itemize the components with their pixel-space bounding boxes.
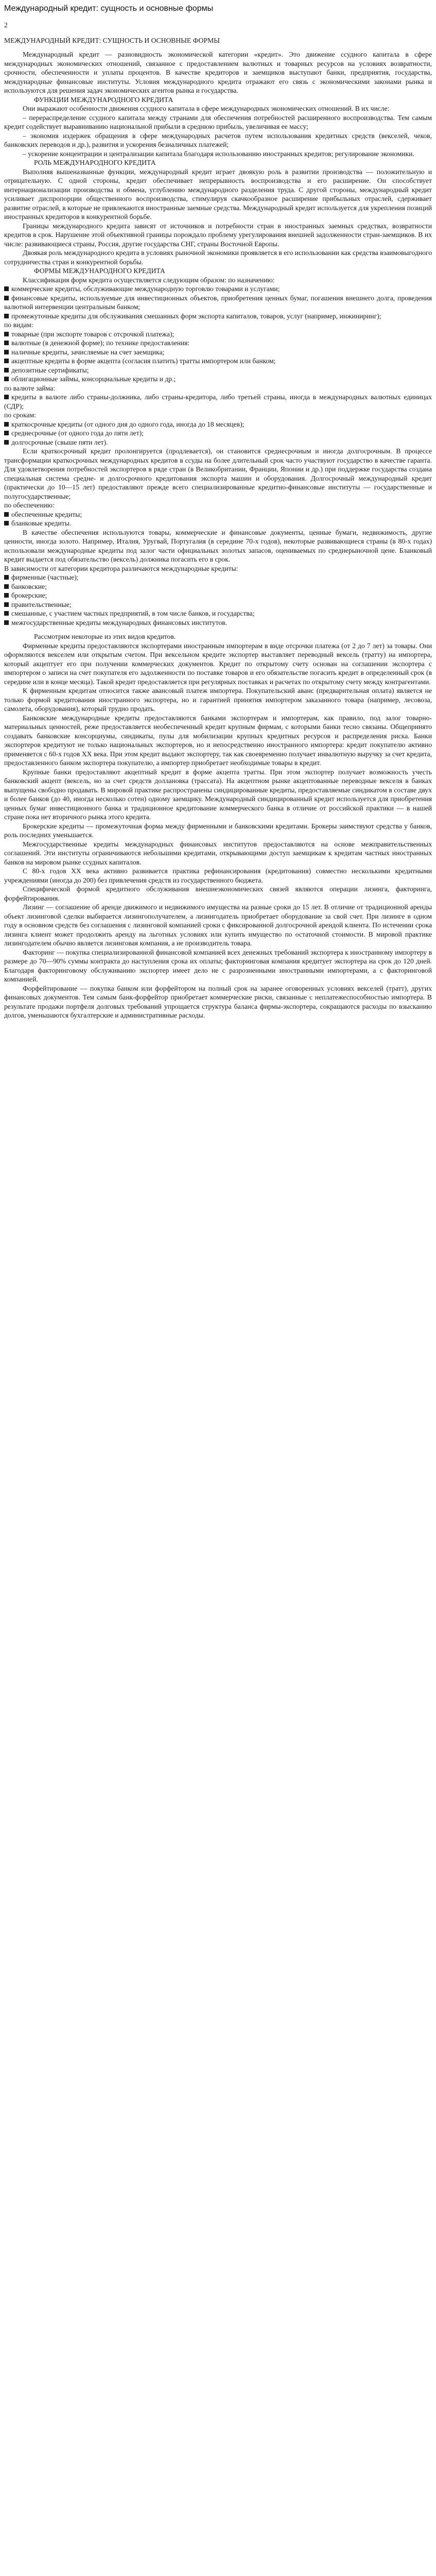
list-item: [4, 366, 432, 375]
list-item: [4, 429, 432, 438]
paragraph: С 80-х годов XX века активно развивается практика рефинансирования (кредитования) совместно несколькими кредитными учреждениями (иногда до 200) без привлечения средств из государственного бюджета.: [4, 867, 432, 884]
spacer: [4, 627, 432, 632]
list-item-text: облигационные займы, консорциальные кредиты и др.;: [11, 375, 176, 383]
list-item-text: смешанные, с участием частных предприятий, в том числе банков, и государства;: [11, 609, 255, 617]
document-title: Международный кредит: сущность и основные формы: [4, 4, 214, 13]
square-bullet-icon: [4, 296, 9, 300]
list-item: [4, 312, 432, 321]
list-item-text: промежуточные кредиты для обслуживания смешанных форм экспорта капиталов, товаров, услуг (например, инжиниринг);: [11, 312, 381, 320]
list-intro: по видам:: [4, 321, 33, 329]
paragraph: В качестве обеспечения используются товары, коммерческие и финансовые документы, ценные бумаги, недвижимость, другие ценности, иногда золото. Например, Италия, Уругвай, Португалия (в середине 70-х годов), некоторые развивающиеся страны (в 80-х годах) использовали международные кредиты под залог части официальных золотых запасов, оцениваемых по среднерыночной цене. Бланковый кредит выдается под обязательство (вексель) должника погасить его в срок.: [4, 528, 432, 563]
list-item: [4, 420, 432, 429]
square-bullet-icon: [4, 512, 9, 517]
page-number: 2: [4, 21, 8, 29]
list-item-text: коммерческие кредиты, обслуживающие международную торговлю товарами и услугами;: [11, 285, 280, 293]
square-bullet-icon: [4, 341, 9, 345]
square-bullet-icon: [4, 521, 9, 526]
square-bullet-icon: [4, 422, 9, 427]
list-intro: по валюте займа:: [4, 384, 55, 392]
list-item-text: правительственные;: [11, 600, 72, 608]
paragraph: – перераспределение ссудного капитала между странами для обеспечения потребностей расширенного воспроизводства. Тем самым кредит содействует выравниванию национальной прибыли в среднюю прибыль, увеличивая ее массу;: [4, 113, 432, 130]
list-intro: по срокам:: [4, 411, 36, 419]
square-bullet-icon: [4, 395, 9, 399]
list-item: [4, 609, 432, 618]
square-bullet-icon: [4, 593, 9, 598]
paragraph: Они выражают особенности движения ссудного капитала в сфере международных экономических отношений. В их числе:: [23, 105, 390, 112]
list-item: [4, 600, 432, 609]
list-item-text: среднесрочные (от одного года до пяти лет);: [11, 429, 144, 437]
list-item-text: кредиты в валюте либо страны-должника, либо страны-кредитора, либо третьей страны, иногда в международных валютных единицах (СДР);: [4, 393, 432, 410]
list-item-text: обеспеченные кредиты;: [11, 510, 82, 518]
paragraph: Специфической формой кредитного обслуживания внешнеэкономических связей являются операции лизинга, факторинга, форфейтирования.: [4, 885, 432, 902]
list-item-text: долгосрочные (свыше пяти лет).: [11, 438, 108, 446]
paragraph: Банковские международные кредиты предоставляются банками экспортерам и импортерам, как правило, под залог товарно-материальных ценностей, реже предоставляется необеспеченный кредит крупным фирмам, с которыми банки тесно связаны. Общепринято создавать банковские консорциумы, синдикаты, пулы для мобилизации крупных кредитных ресурсов и распределения риска. Банки экспортеров кредитуют не только национальных экспортеров, но и непосредственно иностранного импортера: кредит покупателю активно применяется с 60-х годов XX века. При этом кредит выдают экспортеру, так как своевременно получает инвалютную выручку за счет кредита, предоставленного банком экспортера покупателю, а импортер приобретает необходимые товары в кредит.: [4, 714, 432, 767]
list-item: [4, 348, 432, 357]
list-intro: по обеспечению:: [4, 501, 55, 509]
list-item: [4, 375, 432, 384]
paragraph: Классификация форм кредита осуществляется следующим образом: по назначению:: [23, 276, 275, 284]
paragraph: Лизинг — соглашение об аренде движимого и недвижимого имущества на разные сроки до 15 лет. В отличие от традиционной аренды объект лизинговой сделки выбирается лизингополучателем, а лизингодатель приобретает оборудование за свой счет. При лизинге в одном году в основном средств без соглашения с лизинговой компанией сроки с фиксированной долгосрочной арендой клиента. По истечении срока лизинга клиент может продолжить аренду на льготных условиях или купить имущество по остаточной стоимости. В мировой практике лизингодателем обычно является лизинговая компания, а не производитель товара.: [4, 903, 432, 947]
list-item-text: фирменные (частные);: [11, 573, 79, 581]
list-item: [4, 330, 432, 339]
square-bullet-icon: [4, 620, 9, 625]
list-item: [4, 573, 432, 582]
list-item-text: финансовые кредиты, используемые для инвестиционных объектов, приобретения ценных бумаг, погашения внешнего долга, проведения валютной интервенции центральным банком;: [4, 294, 432, 311]
square-bullet-icon: [4, 602, 9, 607]
paragraph: Межгосударственные кредиты международных финансовых институтов предоставляются на основе межправительственных соглашений. Эти институты ограничиваются небольшими кредитами, открывающими доступ заемщикам к кредитам частных иностранных банков на мировом рынке ссудных капиталов.: [4, 840, 432, 866]
paragraph: – экономия издержек обращения в сфере международных расчетов путем использования кредитных средств (векселей, чеков, банковских переводов и др.), развития и ускорения безналичных платежей;: [4, 131, 432, 148]
list-item-text: краткосрочные кредиты (от одного дня до одного года, иногда до 18 месяцев);: [11, 420, 245, 428]
list-item: [4, 618, 432, 628]
paragraph: Выполняя вышеназванные функции, международный кредит играет двоякую роль в развитии производства — положительную и отрицательную. С одной стороны, кредит обеспечивает непрерывность воспроизводства и его расширение. Он способствует интернационализации производства и обмена, углублению международного разделения труда. С другой стороны, международный кредит усиливает диспропорции общественного воспроизводства, стимулируя скачкообразное расширение прибыльных отраслей, сдерживает развитие отраслей, в которые не привлекаются иностранные заемные средства. Международный кредит используется для укрепления позиций иностранных кредиторов в конкурентной борьбе.: [4, 167, 432, 221]
section-heading: РОЛЬ МЕЖДУНАРОДНОГО КРЕДИТА: [34, 159, 156, 166]
main-heading: МЕЖДУНАРОДНЫЙ КРЕДИТ: СУЩНОСТЬ И ОСНОВНЫЕ ФОРМЫ: [4, 36, 220, 44]
list-item-text: межгосударственные кредиты международных финансовых институтов.: [11, 618, 228, 626]
paragraph: Крупные банки предоставляют акцептный кредит в форме акцепта тратты. При этом экспортер получает возможность учесть банковский акцепт (вексель, но за счет средств доллановка (трассата). На акцептном рынке акцептованные переводные векселя в банках выпущены свободно продавать. В мировой практике распространены синдицированные кредиты, предоставляемые синдикатом в составе двух и более банков (до 40, иногда несколько сотен) одному заемщику. Международный синдицированный кредит используется для приобретения ценных бумаг инвестиционного банка и традиционное кредитование коммерческого банка в отличие от российской практики — в нашей стране пока нет вторичного рынка этого кредита.: [4, 768, 432, 821]
list-item-text: наличные кредиты, зачисляемые на счет заемщика;: [11, 348, 165, 356]
list-item: [4, 510, 432, 519]
square-bullet-icon: [4, 575, 9, 580]
paragraph: Международный кредит — разновидность экономической категории «кредит». Это движение ссудного капитала в сфере международных экономических отношений, связанное с предоставлением валютных и товарных ресурсов на условиях возвратности, срочности, обеспеченности и уплаты процентов. В качестве кредиторов и заемщиков выступают банки, предприятия, государства, международные финансовые институты. Условия международного кредита отражают его связь с экономическими законами рынка и используются для решения задач экономических агентов рынка и государства.: [4, 50, 432, 94]
paragraph: Фирменные кредиты предоставляются экспортерами иностранным импортерам в виде отсрочки платежа (от 2 до 7 лет) за товары. Они оформляются векселем или открытым счетом. При вексельном кредите экспортер выставляет переводный вексель (тратту) на импортера, который акцептует его при получении коммерческих документов. Кредит по открытому счету основан на соглашении экспортера с импортером о записи на счет покупателя его задолженности по поставке товаров и его обязательстве погасить кредит в определенный срок (в середине или в конце месяца). Такой кредит предоставляется при регулярных поставках и расчетах по открытому счету между контрагентами.: [4, 641, 432, 686]
section-heading: ФОРМЫ МЕЖДУНАРОДНОГО КРЕДИТА: [34, 267, 165, 275]
square-bullet-icon: [4, 440, 9, 445]
square-bullet-icon: [4, 431, 9, 435]
list-item: [4, 591, 432, 600]
square-bullet-icon: [4, 286, 9, 291]
list-item-text: банковские;: [11, 582, 47, 590]
square-bullet-icon: [4, 584, 9, 589]
section-heading: ФУНКЦИИ МЕЖДУНАРОДНОГО КРЕДИТА: [34, 95, 173, 104]
paragraph: Форфейтирование — покупка банком или форфейтором на полный срок на заранее оговоренных условиях векселей (тратт), других финансовых документов. Тем самым банк-форфейтор приобретает коммерческие риски, связанные с неплатежеспособностью импортера. В результате продажи портфеля долговых требований упрощается структура баланса фирмы-экспортера, сокращаются расходы по взысканию долгов, уменьшаются бухгалтерские и административные расходы.: [4, 984, 432, 1019]
document-body: [4, 50, 432, 1020]
list-item-text: депозитные сертификаты;: [11, 366, 89, 374]
square-bullet-icon: [4, 368, 9, 372]
square-bullet-icon: [4, 350, 9, 354]
list-item-text: бланковые кредиты.: [11, 519, 72, 527]
square-bullet-icon: [4, 611, 9, 616]
paragraph: Границы международного кредита зависят от источников и потребности стран в иностранных заемных средствах, возвратности кредитов в срок. Нарушение этой объективной границы порождало проблему урегулирования внешней задолженности стран-заемщиков. В их числе: развивающиеся страны, Россия, другие государства СНГ, страны Восточной Европы.: [4, 222, 432, 248]
list-item-text: товарные (при экспорте товаров с отсрочкой платежа);: [11, 330, 175, 338]
paragraph: Брокерские кредиты — промежуточная форма между фирменными и банковскими кредитами. Брокеры заимствуют средства у банков, роль последних уменьшается.: [4, 822, 432, 839]
paragraph: – ускорение концентрации и централизации капитала благодаря использованию иностранных кредитов; регулирование экономики.: [23, 149, 414, 158]
list-item: [4, 294, 432, 312]
square-bullet-icon: [4, 314, 9, 318]
section-heading: Рассмотрим некоторые из этих видов кредитов.: [34, 633, 176, 640]
list-item-text: брокерские;: [11, 591, 47, 599]
paragraph: Факторинг — покупка специализированной финансовой компанией всех денежных требований экспортера к иностранному импортеру в размере до 70—90% суммы контракта до наступления срока их оплаты; факторинговая компания кредитует экспортера на срок до 120 дней. Благодаря факторинговому обслуживанию экспортер имеет дело не с разрозненными иностранными импортерами, а с факторинговой компанией.: [4, 948, 432, 983]
paragraph: Если краткосрочный кредит пролонгируется (продлевается), он становится среднесрочным и иногда долгосрочным. В процессе трансформации краткосрочных международных кредитов в ссуды на более длительный срок часто участвуют государство в качестве гаранта. Для удовлетворения потребностей экспортеров в ряде стран (в Великобритании, Франции, Японии и др.) при поддержке государства создана специальная система средне- и долгосрочного кредитования экспорта машин и оборудования. Долгосрочный международный кредит (практически до 10—15 лет) предоставляют прежде всего специализированные кредитно-финансовые институты — государственные и полугосударственные;: [4, 447, 432, 500]
list-intro: В зависимости от категории кредитора различаются международные кредиты:: [4, 564, 238, 572]
list-item: [4, 284, 432, 294]
document: [0, 0, 436, 1025]
list-item-text: акцептные кредиты в форме акцепта (согласия платить) тратты импортером или банком;: [11, 357, 276, 365]
list-item: [4, 393, 432, 411]
paragraph: К фирменным кредитам относится также авансовый платеж импортера. Покупательский аванс (предварительная оплата) является не только формой кредитования иностранного экспортера, но и гарантией принятия импортером заказанного товара (например, лесовоза, самолета, оборудования), который трудно продать.: [4, 687, 432, 713]
list-item: [4, 582, 432, 591]
square-bullet-icon: [4, 332, 9, 336]
list-item: [4, 338, 432, 348]
square-bullet-icon: [4, 377, 9, 381]
list-item-text: валютные (в денежной форме); по технике предоставления:: [11, 339, 190, 347]
list-item: [4, 357, 432, 366]
list-item: [4, 519, 432, 528]
square-bullet-icon: [4, 359, 9, 363]
paragraph: Двоякая роль международного кредита в условиях рыночной экономики проявляется в его использовании как средства взаимовыгодного сотрудничества стран и конкурентной борьбы.: [4, 249, 432, 266]
list-item: [4, 438, 432, 447]
